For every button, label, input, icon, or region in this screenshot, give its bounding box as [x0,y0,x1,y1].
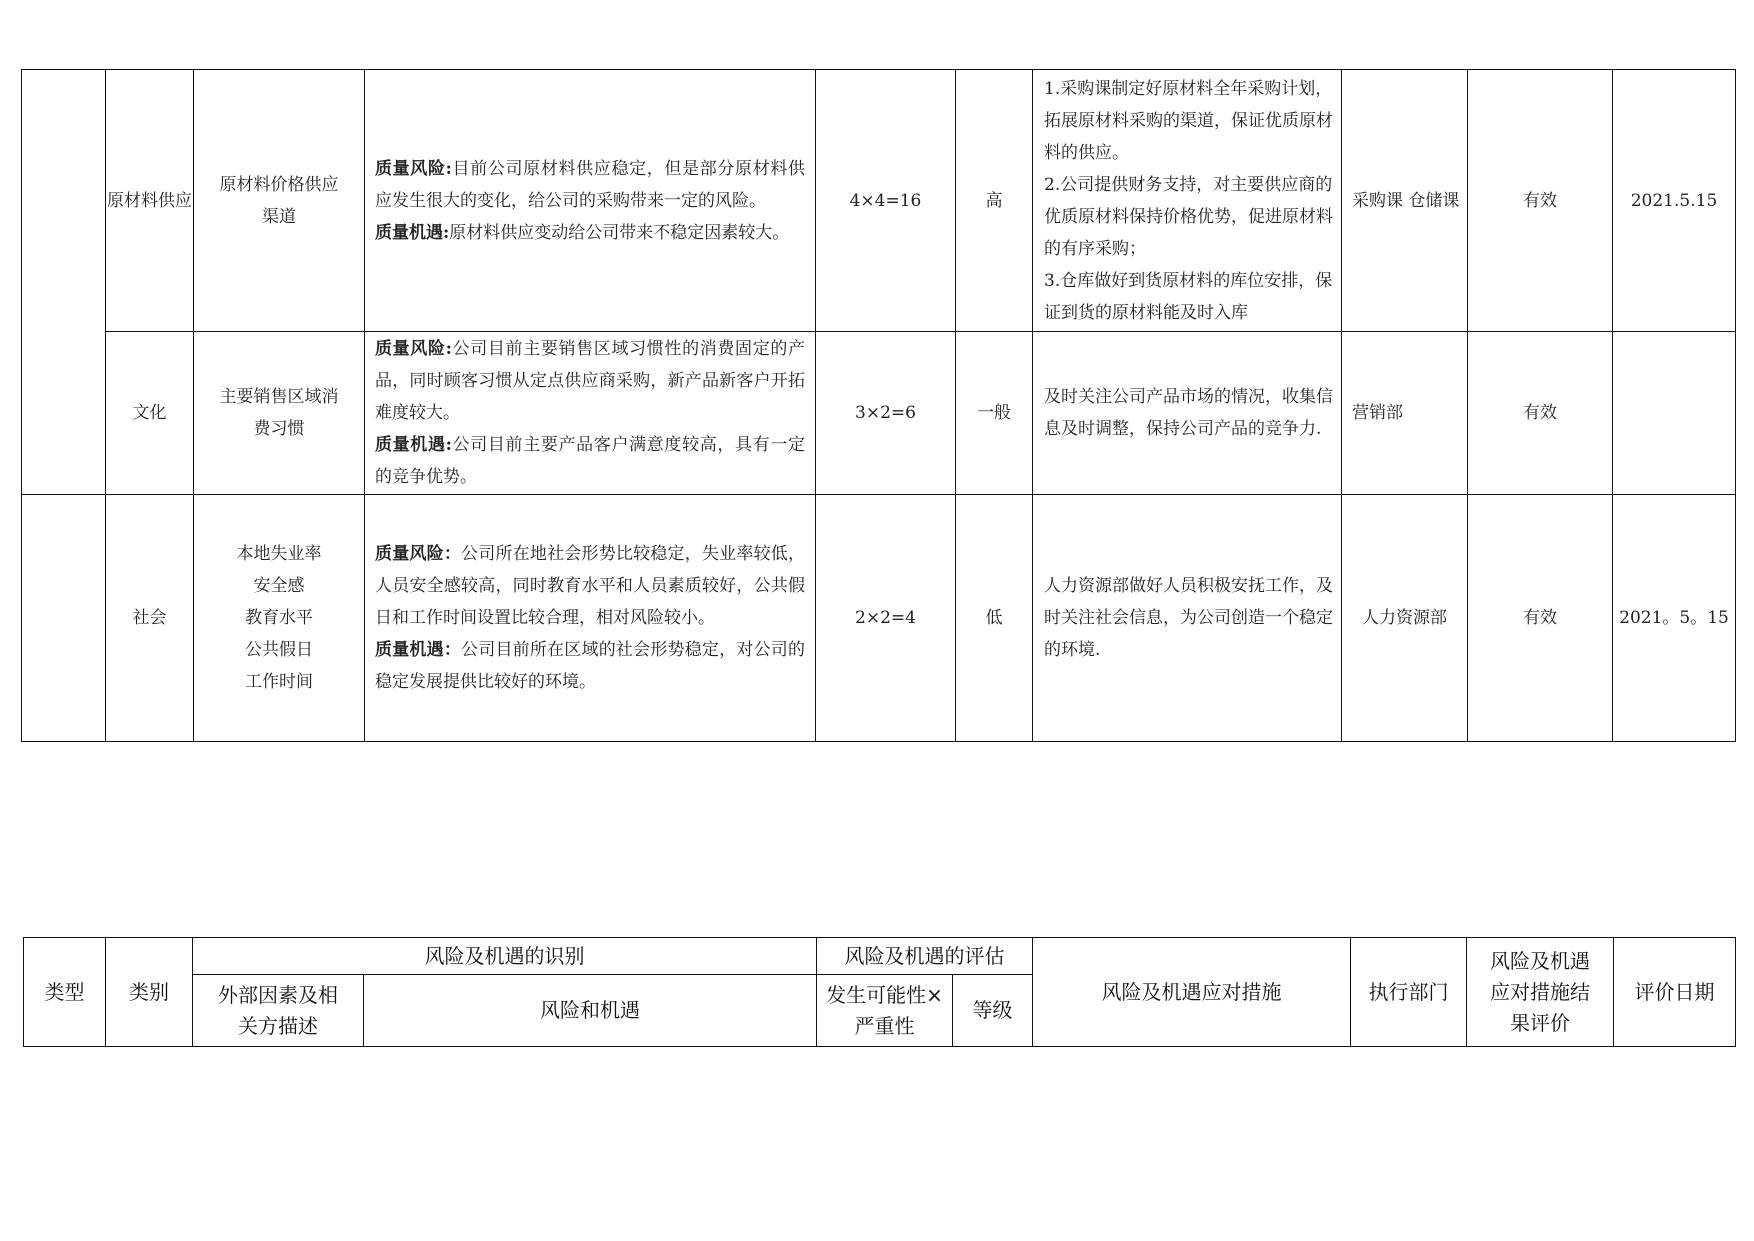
opportunity-label: 质量机遇: [375,435,452,455]
risk-label: 质量风险: [375,339,452,359]
measures-cell [1033,332,1342,495]
opportunity-text: 原材料供应变动给公司带来不稳定因素较大。 [449,222,790,243]
factor-line: 安全感 [253,576,305,596]
type-cell [22,495,106,742]
header-likelihood: 发生可能性×严重性 [817,975,953,1047]
dept-cell: 人力资源部 [1342,495,1468,742]
risk-opportunity-cell [365,495,816,742]
risk-text: 公司所在地社会形势比较稳定，失业率较低，人员安全感较高，同时教育水平和人员素质较好，公共假日和工作时间设置比较合理，相对风险较小。 [375,544,806,628]
risk-opportunity-cell [365,70,816,332]
level-cell: 高 [956,70,1033,332]
type-cell [22,70,106,495]
header-factor: 外部因素及相关方描述 [193,975,364,1047]
category-cell: 文化 [106,332,194,495]
risk-label: 质量风险： [375,544,462,564]
header-risk-opportunity: 风险和机遇 [364,975,817,1047]
opportunity-text: 公司目前所在区域的社会形势稳定，对公司的稳定发展提供比较好的环境。 [375,640,806,692]
header-evaluation: 风险及机遇的评估 [817,938,1033,975]
table-row [22,495,1736,742]
score-cell: 3×2=6 [816,332,956,495]
factor-line: 教育水平 [245,608,313,628]
header-level: 等级 [953,975,1033,1047]
factor-cell: 主要销售区域消费习惯 [194,332,365,495]
opportunity-text: 公司目前主要产品客户满意度较高，具有一定的竞争优势。 [375,435,806,487]
measure-item: 2.公司提供财务支持，对主要供应商的优质原材料保持价格优势，促进原材料的有序采购； [1044,174,1333,259]
date-cell: 2021。5。15 [1613,495,1736,742]
risk-text: 目前公司原材料供应稳定，但是部分原材料供应发生很大的变化，给公司的采购带来一定的风险。 [375,158,806,211]
dept-cell: 采购课 仓储课 [1342,70,1468,332]
risk-table-header [23,937,1736,1047]
risk-opportunity-cell [365,332,816,495]
level-cell: 低 [956,495,1033,742]
factor-line: 本地失业率 [236,544,322,564]
measures-cell [1033,70,1342,332]
score-cell: 4×4=16 [816,70,956,332]
result-cell: 有效 [1468,495,1613,742]
risk-table-continued [21,69,1736,742]
score-cell: 2×2=4 [816,495,956,742]
factor-cell: 原材料价格供应渠道 [194,70,365,332]
header-identification: 风险及机遇的识别 [193,938,817,975]
header-type: 类型 [24,938,106,1047]
level-cell: 一般 [956,332,1033,495]
date-cell: 2021.5.15 [1613,70,1736,332]
risk-text: 公司目前主要销售区域习惯性的消费固定的产品，同时顾客习惯从定点供应商采购，新产品新客户开拓难度较大。 [375,339,806,423]
category-cell: 社会 [106,495,194,742]
factor-line: 工作时间 [245,672,313,692]
opportunity-label: 质量机遇： [375,640,462,660]
measures-cell [1033,495,1342,742]
header-dept: 执行部门 [1351,938,1467,1047]
factor-line: 公共假日 [245,640,313,660]
measure-item: 3.仓库做好到货原材料的库位安排，保证到货的原材料能及时入库 [1044,270,1333,323]
table-row [22,70,1736,332]
measure-item: 人力资源部做好人员积极安抚工作，及时关注社会信息，为公司创造一个稳定的环境. [1044,576,1333,660]
category-cell: 原材料供应 [106,70,194,332]
date-cell [1613,332,1736,495]
header-category: 类别 [106,938,193,1047]
risk-label: 质量风险: [375,158,452,179]
table-row [22,332,1736,495]
opportunity-label: 质量机遇: [375,222,450,243]
measure-item: 1.采购课制定好原材料全年采购计划，拓展原材料采购的渠道，保证优质原材料的供应。 [1044,78,1333,163]
header-result: 风险及机遇应对措施结果评价 [1467,938,1614,1047]
measure-item: 及时关注公司产品市场的情况，收集信息及时调整，保持公司产品的竞争力. [1044,387,1333,439]
result-cell: 有效 [1468,70,1613,332]
factor-cell [194,495,365,742]
header-date: 评价日期 [1614,938,1736,1047]
result-cell: 有效 [1468,332,1613,495]
dept-cell: 营销部 [1342,332,1468,495]
header-measures: 风险及机遇应对措施 [1033,938,1351,1047]
